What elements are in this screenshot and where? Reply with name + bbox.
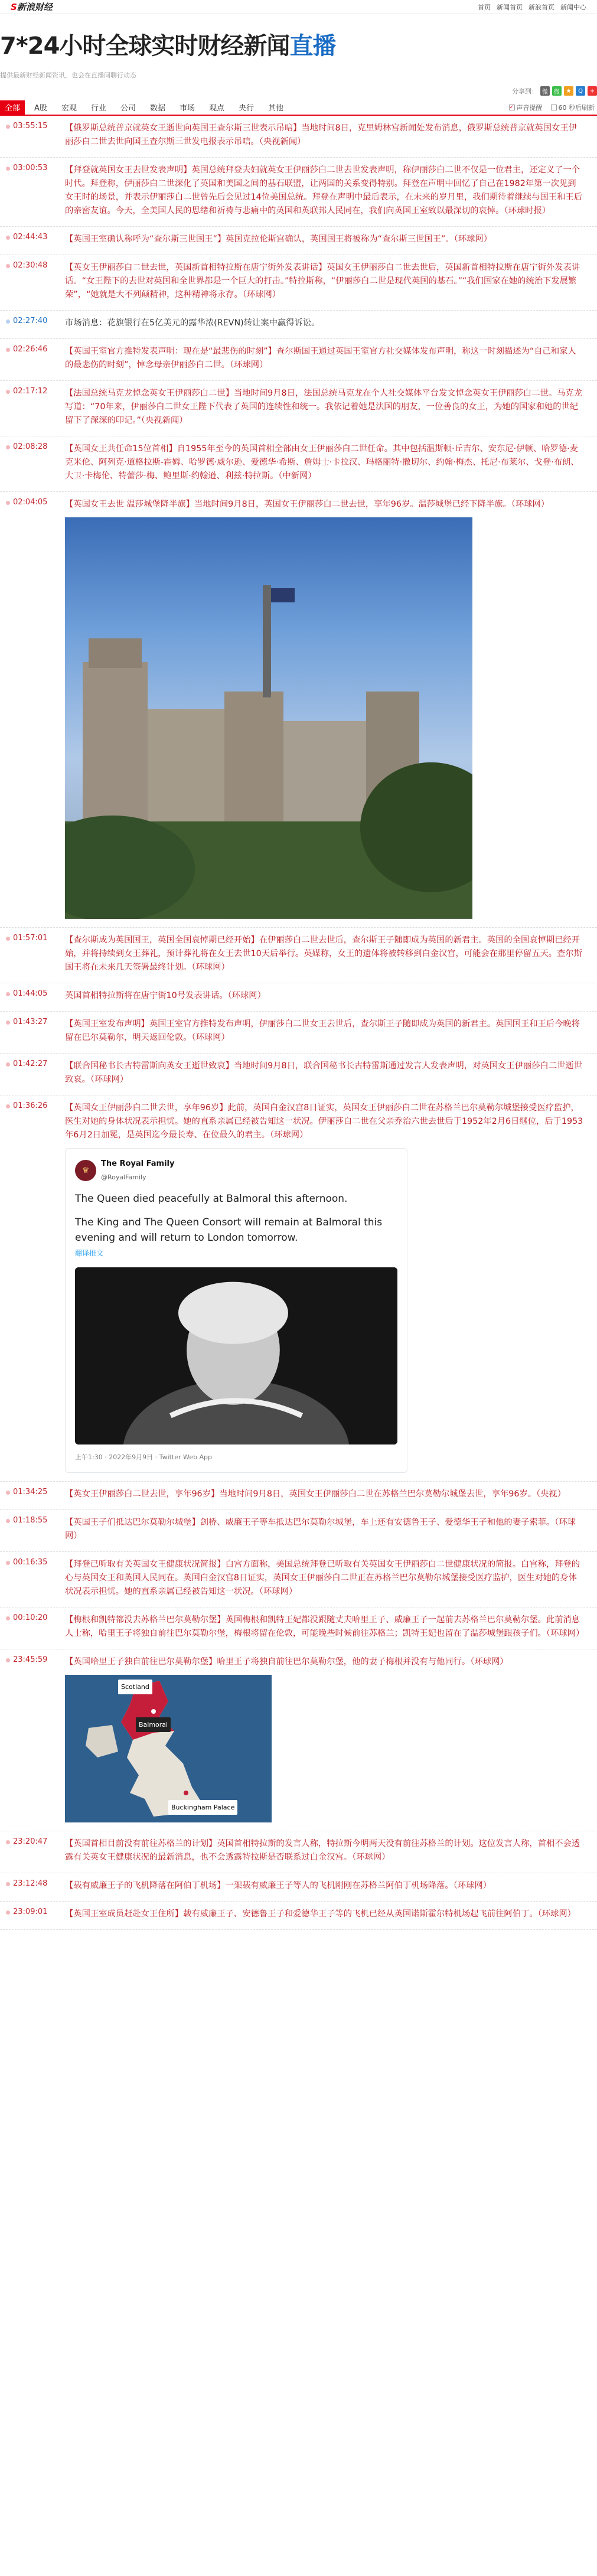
entry-headline: 【英国哈里王子独自前往巴尔莫勒尔堡】 [65,1657,217,1667]
entry-text[interactable] [65,1655,584,1669]
entry-content [65,1054,597,1095]
entry-headline: 【拜登已听取有关英国女王健康状况简报】 [65,1560,226,1569]
site-logo[interactable]: S新浪财经 [11,2,53,12]
entry-time: 23:20:47 [0,1831,65,1873]
embedded-tweet[interactable] [65,1148,407,1473]
entry-time: 01:42:27 [0,1054,65,1095]
checkbox-icon [551,105,557,110]
entry-content [65,255,597,310]
entry-content [65,158,597,226]
news-entry [0,381,597,436]
entry-time: 02:30:48 [0,255,65,310]
entry-body: 此前，英国白金汉宫8日证实，英国女王伊丽莎白二世在苏格兰巴尔莫勒尔城堡接受医疗监护，医生对她的身体状况表示担忧。她的直系亲属已经被告知这一状况。伊丽莎白二世在父亲乔治六世去世后于1952年2月6日继位，后于1953年6月2日加冕，是英国迄今最长寿、在位最久的君主。（环球网） [65,1103,583,1140]
entry-headline: 【拜登就英国女王去世发表声明】 [65,165,192,175]
entry-body: 一架载有威廉王子等人的飞机刚刚在苏格兰阿伯丁机场降落。（环球网） [225,1881,491,1890]
entry-text[interactable] [65,1837,584,1864]
tweet-author-name[interactable]: The Royal Family [101,1159,175,1168]
share-qq-icon[interactable]: Q [576,86,585,96]
share-label: 分享到： [512,87,538,95]
nav-link-news-home[interactable]: 新闻首页 [497,3,523,11]
top-nav-links [478,2,586,12]
entry-body: 当地时间9月8日，英国女王伊丽莎白二世在苏格兰巴尔莫勒尔城堡去世，享年96岁。（央视） [219,1489,566,1499]
entry-text[interactable] [65,1516,584,1543]
entry-body: 当地时间9月8日，英国女王伊丽莎白二世去世，享年96岁。温莎城堡已经下降半旗。（环球网） [194,500,550,509]
entry-time: 02:27:40 [0,311,65,338]
entry-headline: 【联合国秘书长古特雷斯向英女王逝世致哀】 [65,1061,234,1071]
entry-text[interactable] [65,317,584,330]
entry-text[interactable] [65,233,584,246]
entry-headline: 【英女王伊丽莎白二世去世，英国新首相特拉斯在唐宁街外发表讲话】 [65,263,327,272]
entry-body: 市场消息：花旗银行在5亿美元的露华浓(REVN)转让案中赢得诉讼。 [65,318,320,328]
entry-content [65,1607,597,1649]
entry-text[interactable] [65,261,584,302]
entry-content [65,116,597,157]
entry-headline: 【英国女王去世 温莎城堡降半旗】 [65,500,194,509]
checkbox-checked-icon: ✓ [509,105,514,110]
entry-headline: 【英国首相目前没有前往苏格兰的计划】 [65,1839,217,1848]
entry-text[interactable] [65,1488,584,1501]
category-tabs [0,103,597,116]
entry-content [65,1552,597,1607]
entry-headline: 【梅根和凯特都没去苏格兰巴尔莫勒尔堡】 [65,1615,226,1625]
tab-market[interactable]: 市场 [179,104,195,113]
tweet-line-2: The King and The Queen Consort will remain at Balmoral this evening and will return to London tomorrow. [75,1217,383,1244]
entry-body: 哈里王子将独自前往巴尔莫勒尔堡，他的妻子梅根并没有与他同行。（环球网） [217,1657,508,1667]
hero-header [0,14,597,103]
queen-portrait-photo[interactable] [75,1267,397,1444]
news-entry [0,928,597,983]
entry-body: 英国梅根和凯特王妃都没跟随丈夫哈里王子、威廉王子一起前去苏格兰巴尔莫勒尔堡。此前消息人士称，哈里王子将独自前往巴尔莫勒尔堡，梅根将留在伦敦，可能晚些时候前往苏格兰；凯特王妃也留在了温莎城堡跟孩子们。（环球网） [65,1615,585,1638]
entry-headline: 【载有威廉王子的飞机降落在阿伯丁机场】 [65,1881,226,1890]
entry-content [65,1831,597,1873]
tab-a-shares[interactable]: A股 [34,104,47,113]
news-entry [0,983,597,1012]
entry-headline: 【英国王子们抵达巴尔莫勒尔城堡】 [65,1518,200,1527]
tab-industry[interactable]: 行业 [90,104,106,113]
entry-time: 02:17:12 [0,381,65,436]
entry-body: 英国总统拜登夫妇就英女王伊丽莎白二世去世发表声明，称伊丽莎白二世不仅是一位君主，还定义了一个时代。拜登称，伊丽莎白二世深化了英国和美国之间的基石联盟，让两国的关系变得特别。拜登在声明中回忆了自己在1982年第一次见到女王时的场景，并表示伊丽莎白二世曾先后会见过14位美国总统。拜登在声明中最后表示，在未来的岁月里，我们期待着继续与国王和王后的亲密友谊。今天，全美国人民的思绪和祈祷与悲痛中的英国和英联邦人民同在，我们向英国王室致以最深切的哀悼。（环球时报） [65,165,582,216]
translate-tweet-link[interactable]: 翻译推文 [75,1249,104,1257]
entry-headline: 【英国王室确认称呼为“查尔斯三世国王”】 [65,234,226,244]
entry-time: 03:00:53 [0,158,65,226]
entry-body: 自1955年至今的英国首相全部由女王伊丽莎白二世任命。其中包括温斯顿·丘吉尔、安东尼·伊顿、哈罗德·麦克米伦、阿列克·道格拉斯-霍姆、哈罗德·威尔逊、爱德华·希斯、詹姆士·卡拉汉、玛格丽特·撒切尔、约翰·梅杰、托尼·布莱尔、戈登·布朗、大卫·卡梅伦、特蕾莎·梅、鲍里斯·约翰逊、利兹·特拉斯。（中新网） [65,444,579,481]
entry-body: 剑桥、威廉王子等车抵达巴尔莫勒尔城堡，车上还有安德鲁王子、爱德华王子和他的妻子索菲。（环球网） [65,1518,576,1541]
entry-body: 载有威廉王子、安德鲁王子和爱德华王子等的飞机已经从英国诺斯霍尔特机场起飞前往阿伯丁。（环球网） [183,1909,576,1919]
entry-headline: 【英国女王共任命15位首相】 [65,444,177,454]
nav-link-sina-home[interactable]: 新浪首页 [529,3,554,11]
entry-headline: 【英国王室官方推特发表声明：现在是“最悲伤的时刻”】 [65,347,276,356]
entry-headline: 【查尔斯成为英国国王，英国全国哀悼期已经开始】 [65,935,259,945]
entry-time: 01:57:01 [0,928,65,983]
news-entry [0,1831,597,1873]
entry-text[interactable] [65,164,584,218]
tab-other[interactable]: 其他 [268,104,284,113]
entry-content [65,436,597,491]
entry-time: 00:16:35 [0,1552,65,1607]
entry-body: 当地时间9月8日，法国总统马克龙在个人社交媒体平台发文悼念英女王伊丽莎白二世。马克龙写道：“70年来，伊丽莎白二世女王陛下代表了英国的连续性和统一。我依记着她是法国的朋友，一位善良的女王，为她的国家和她的世纪留下了深深的印记。”（央视新闻） [65,389,583,425]
news-entry [0,311,597,339]
news-entry [0,1873,597,1902]
castle-illustration [65,573,472,919]
page-title: 7*24小时全球实时财经新闻直播 [0,32,336,60]
entry-text[interactable] [65,1059,584,1087]
share-weibo-icon[interactable]: 微 [540,86,550,96]
entry-time: 23:09:01 [0,1902,65,1929]
news-entry [0,158,597,227]
entry-time: 02:04:05 [0,492,65,927]
entry-time: 01:43:27 [0,1012,65,1053]
entry-text[interactable] [65,387,584,428]
uk-map-graphic[interactable] [65,1675,272,1822]
entry-text[interactable] [65,1558,584,1599]
tab-all[interactable]: 全部 [0,100,25,115]
news-entry [0,1607,597,1649]
news-entry [0,1649,597,1831]
portrait-illustration [75,1267,397,1444]
entry-time: 02:26:46 [0,339,65,380]
entry-body: 英国首相特拉斯的发言人称，特拉斯今明两天没有前往苏格兰的计划。这位发言人称，首相不会透露有关英女王健康状况的最新消息，也不会透露特拉斯是否联系过白金汉宫。（环球网） [65,1839,580,1862]
news-entry [0,1012,597,1054]
entry-body: 英国首相特拉斯将在唐宁街10号发表讲话。（环球网） [65,991,266,1000]
entry-text[interactable] [65,345,584,372]
top-nav [0,0,597,14]
news-entry [0,1054,597,1095]
entry-text[interactable] [65,989,584,1003]
entry-content [65,1510,597,1551]
share-more-icon[interactable]: + [588,86,597,96]
entry-text[interactable] [65,442,584,483]
news-entry [0,492,597,928]
feed-tools [509,103,595,112]
entry-headline: 【英国女王伊丽莎白二世去世，享年96岁】 [65,1103,228,1113]
entry-content [65,1873,597,1901]
entry-content [65,1012,597,1053]
entry-text[interactable] [65,1101,584,1142]
entry-headline: 【俄罗斯总统普京就英女王逝世向英国王查尔斯三世表示吊唁】 [65,123,302,133]
entry-text[interactable] [65,498,584,511]
tab-data[interactable]: 数据 [149,104,165,113]
entry-content [65,983,597,1011]
entry-content [65,1902,597,1929]
entry-body: 英国王室官方推特发布声明，伊丽莎白二世女王去世后，查尔斯王子随即成为英国的新君主。英国国王和王后今晚将留在巴尔莫勒尔，明天返回伦敦。（环球网） [65,1019,580,1042]
news-entry [0,436,597,492]
auto-refresh-toggle[interactable]: 60 秒后刷新 [551,103,595,112]
entry-time: 03:55:15 [0,116,65,157]
entry-body: 当地时间8日，克里姆林宫新闻处发布消息，俄罗斯总统普京就英国女王伊丽莎白二世去世向国王查尔斯三世发电报表示吊唁。（央视新闻） [65,123,577,146]
entry-content [65,311,597,338]
entry-content [65,1482,597,1509]
tweet-footer: 上午1:30 · 2022年9月9日 · Twitter Web App [75,1453,213,1461]
entry-headline: 【法国总统马克龙悼念英女王伊丽莎白二世】 [65,389,234,398]
news-entry [0,1482,597,1510]
tweet-header [75,1157,397,1184]
entry-body: 英国女王伊丽莎白二世去世后，英国新首相特拉斯在唐宁街外发表讲话。“女王陛下的去世对英国和全世界都是一个巨大的打击。”特拉斯称，“伊丽莎白二世是现代英国的基石。”“我们国家在她的统治下发展繁荣”，“她就是大不列颠精神，这种精神将永存。（环球网） [65,263,580,299]
entry-time: 01:44:05 [0,983,65,1011]
entry-body: 白宫方面称，美国总统拜登已听取有关英国女王伊丽莎白二世健康状况的简报。白宫称，拜登的心与英国女王和英国人民同在。英国白金汉宫8日证实，英国女王伊丽莎白二世正在苏格兰巴尔莫勒尔城堡接受医疗监护，医生对她的身体状况表示担忧。她的直系亲属已经被告知这一状况。（环球网） [65,1560,580,1596]
entry-content [65,1095,597,1481]
news-entry [0,1902,597,1930]
entry-content [65,492,597,927]
news-entry [0,1552,597,1607]
news-entry [0,1510,597,1552]
entry-time: 02:08:28 [0,436,65,491]
entry-time: 23:45:59 [0,1649,65,1831]
royal-crest-icon: ♛ [75,1160,96,1181]
tweet-line-1: The Queen died peacefully at Balmoral this afternoon. [75,1193,348,1205]
news-entry [0,339,597,381]
entry-text[interactable] [65,1613,584,1641]
news-feed [0,116,597,1930]
entry-content [65,381,597,436]
news-entry [0,255,597,311]
entry-body: 在伊丽莎白二世去世后，查尔斯王子随即成为英国的新君主。英国的全国哀悼期已经开始，并将持续到女王葬礼，预计葬礼将在女王去世10天后举行。英媒称，女王的遗体将被转移到白金汉宫，可能会在那里停留五天。查尔斯国王将在未来几天签署最终计划。（环球网） [65,935,582,972]
news-entry [0,1095,597,1482]
entry-content [65,339,597,380]
tab-opinion[interactable]: 观点 [209,104,225,113]
tab-central-bank[interactable]: 央行 [239,104,255,113]
tab-company[interactable]: 公司 [120,104,136,113]
entry-time: 23:12:48 [0,1873,65,1901]
entry-text[interactable] [65,122,584,149]
entry-time: 02:44:43 [0,227,65,255]
entry-body: 当地时间9月8日，联合国秘书长古特雷斯通过发言人发表声明，对英国女王伊丽莎白二世逝世致哀。（环球网） [65,1061,583,1084]
news-entry [0,116,597,158]
entry-content [65,1649,597,1831]
entry-content [65,227,597,255]
entry-headline: 【英国王室发布声明】 [65,1019,149,1029]
entry-headline: 【英女王伊丽莎白二世去世，享年96岁】 [65,1489,220,1499]
entry-time: 00:10:20 [0,1607,65,1649]
windsor-castle-photo[interactable] [65,517,472,919]
entry-text[interactable] [65,1879,584,1893]
share-bar [512,86,597,96]
entry-content [65,928,597,983]
entry-time: 01:18:55 [0,1510,65,1551]
entry-text[interactable] [65,1907,584,1921]
news-entry [0,227,597,255]
nav-link-home[interactable]: 首页 [478,3,491,11]
map-label-balmoral: Balmoral [136,1717,171,1732]
tab-macro[interactable]: 宏观 [61,104,77,113]
map-label-scotland: Scotland [118,1680,152,1694]
nav-link-news-center[interactable]: 新闻中心 [560,3,586,11]
tweet-author-handle[interactable]: @RoyalFamily [101,1173,146,1181]
entry-body: 英国克拉伦斯宫确认，英国国王将被称为“查尔斯三世国王”。（环球网） [226,234,492,244]
entry-text[interactable] [65,1018,584,1045]
entry-time: 01:34:25 [0,1482,65,1509]
share-qzone-icon[interactable]: ★ [564,86,573,96]
share-wechat-icon[interactable]: 微 [552,86,562,96]
entry-body: 查尔斯国王通过英国王室官方社交媒体发布声明，称这一时刻描述为“自己和家人的最悲伤的时刻”，悼念母亲伊丽莎白二世。（环球网） [65,347,576,370]
sound-alert-toggle[interactable]: ✓ 声音提醒 [509,104,543,112]
map-label-buckingham-palace: Buckingham Palace [168,1800,237,1815]
page-subtitle: 提供最新财经新闻资讯，也会在直播间聊行动态 [0,71,136,79]
entry-time: 01:36:26 [0,1095,65,1481]
entry-text[interactable] [65,934,584,974]
entry-headline: 【英国王室成员赶赴女王住所】 [65,1909,184,1919]
